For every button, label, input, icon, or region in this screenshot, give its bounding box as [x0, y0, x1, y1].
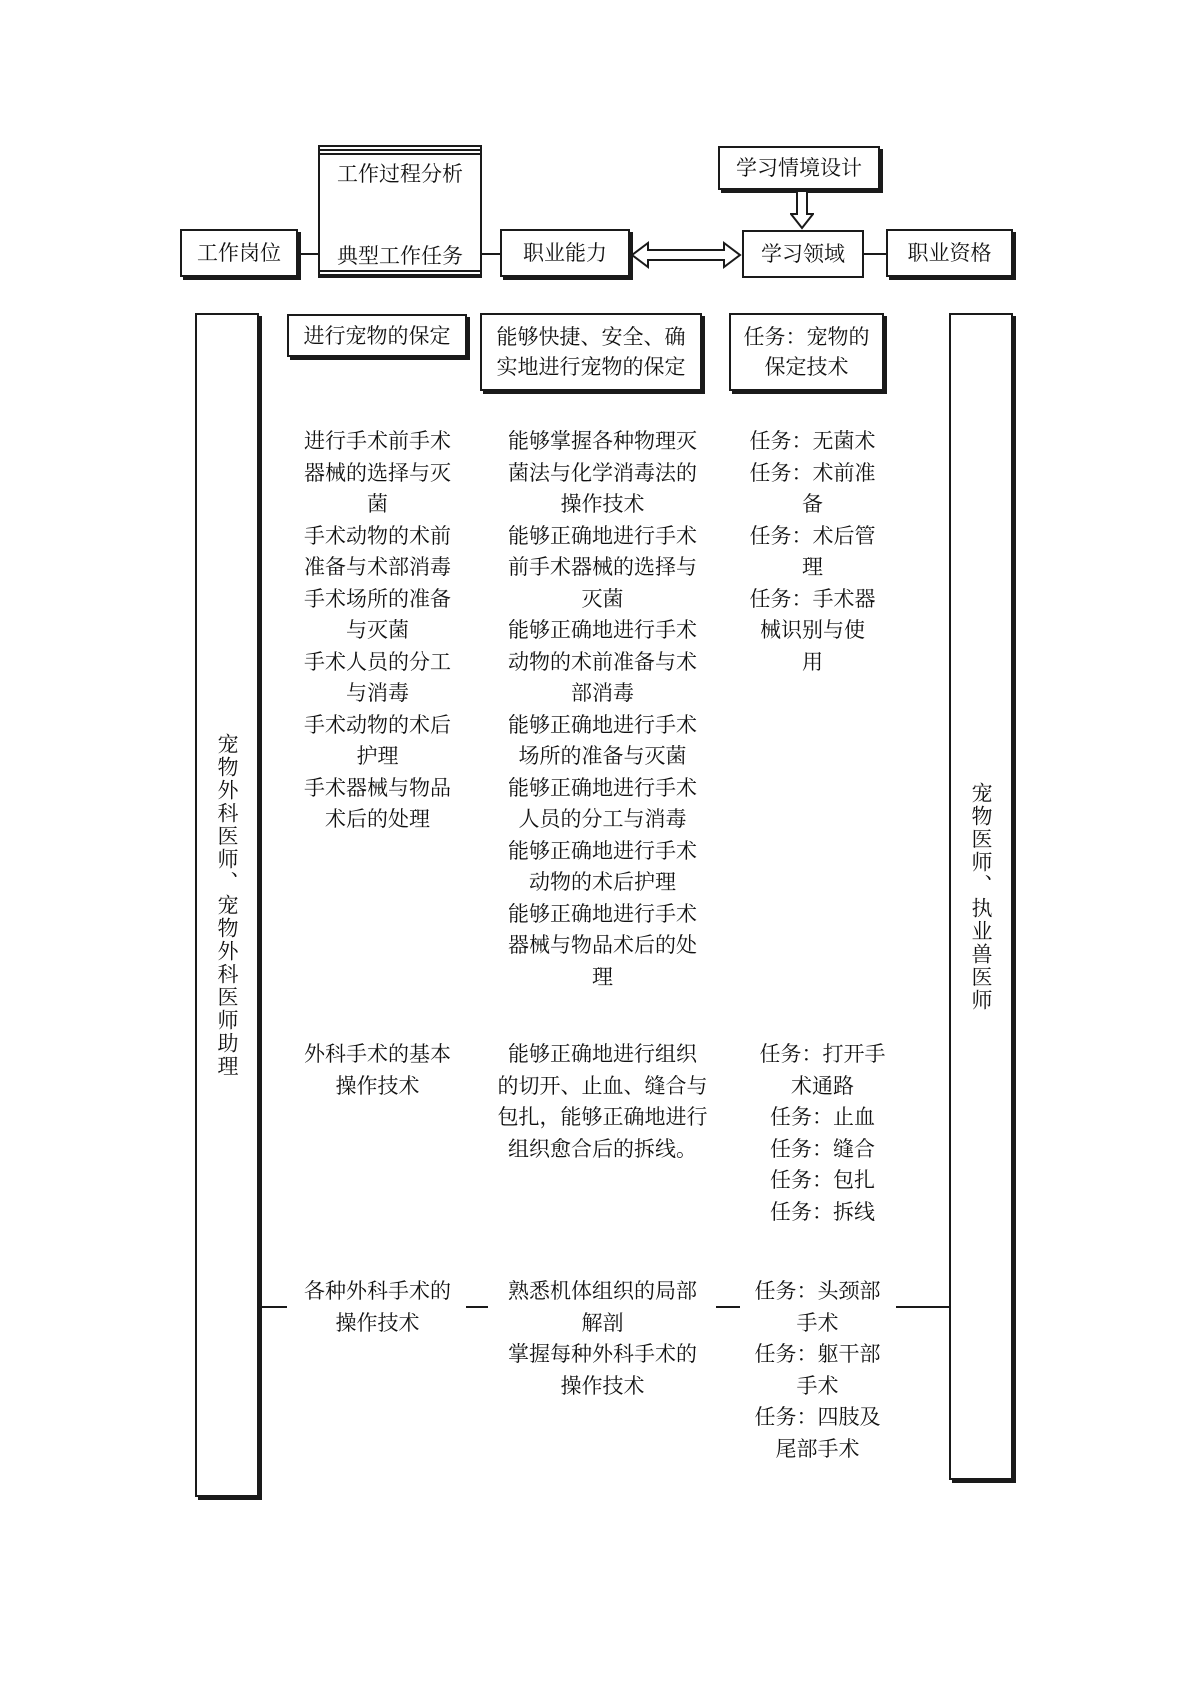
text-line: 菌 [367, 492, 388, 516]
text-line: 备 [802, 492, 823, 516]
row2-domain-column [740, 426, 885, 678]
row3-task-column [290, 1039, 465, 1102]
text-line: 术后的处理 [325, 807, 430, 831]
row4-connector-right [896, 1306, 949, 1308]
job-post-label: 工作岗位 [197, 241, 281, 265]
text-line: 任务：无菌术 [749, 429, 876, 453]
text-line: 任务：止血 [770, 1105, 875, 1129]
job-post-box [180, 229, 298, 277]
vocational-qualification-label: 职业资格 [907, 241, 992, 265]
text-line: 人员的分工与消毒 [518, 807, 687, 831]
text-line: 手术 [796, 1310, 839, 1335]
text-line: 与消毒 [346, 681, 409, 705]
text-line: 能够掌握各种物理灭 [508, 429, 697, 453]
text-line: 用 [802, 649, 823, 674]
text-line: 操作技术 [560, 1373, 645, 1398]
left-job-box [195, 313, 259, 1497]
text-line: 与灭菌 [346, 618, 409, 642]
text-line: 准备与术部消毒 [304, 555, 451, 579]
text-line: 部消毒 [571, 681, 634, 705]
text-line: 任务：缝合 [770, 1136, 875, 1161]
text-line: 能够正确地进行手术 [508, 775, 697, 800]
text-line: 任务：术前准 [749, 460, 876, 485]
text-line: 能够正确地进行手术 [508, 838, 697, 863]
text-line: 灭菌 [581, 586, 624, 611]
text-line: 手术动物的术后 [304, 712, 451, 737]
text-line: 组织愈合后的拆线。 [508, 1136, 697, 1161]
text-line: 术通路 [791, 1073, 854, 1098]
text-line: 的切开、止血、缝合与 [497, 1073, 708, 1098]
vocational-ability-box [500, 229, 630, 277]
text-line: 任务：躯干部 [754, 1342, 881, 1366]
text-line: 包扎，能够正确地进行 [497, 1105, 708, 1129]
connector-tasks-ability [482, 253, 500, 255]
text-line: 各种外科手术的 [304, 1279, 451, 1303]
double-rule-bottom [320, 270, 480, 276]
text-line: 尾部手术 [775, 1436, 860, 1461]
text-line: 手术人员的分工 [304, 649, 451, 674]
vocational-ability-label: 职业能力 [523, 241, 607, 265]
work-process-analysis-label: 工作过程分析 [337, 162, 463, 186]
learning-situation-label: 学习情境设计 [736, 156, 862, 180]
row2-ability-column [490, 426, 715, 993]
text-line: 菌法与化学消毒法的 [508, 460, 697, 485]
row4-ability-column [490, 1276, 715, 1402]
row1-domain-box [729, 313, 884, 391]
text-line: 器械与物品术后的处 [508, 933, 697, 957]
text-line: 掌握每种外科手术的 [508, 1342, 697, 1366]
row1-task-box [287, 314, 467, 357]
text-line: 手术器械与物品 [304, 775, 451, 800]
learning-domain-box [742, 230, 864, 278]
text-line: 手术动物的术前 [304, 523, 451, 548]
double-arrow-icon [630, 240, 742, 270]
text-line: 能够正确地进行手术 [508, 901, 697, 926]
text-line: 任务：手术器 [749, 586, 876, 611]
row3-domain-column [750, 1039, 895, 1228]
text-line: 任务：四肢及 [754, 1405, 881, 1429]
text-line: 械识别与使 [760, 618, 865, 642]
text-line: 操作技术 [335, 1310, 420, 1335]
text-line: 任务：头颈部 [754, 1279, 881, 1303]
row3-ability-column [485, 1039, 720, 1165]
row4-connector-left [261, 1306, 287, 1308]
work-process-box [318, 145, 482, 278]
text-line: 熟悉机体组织的局部 [508, 1279, 697, 1303]
row1-ability-line: 能够快捷、安全、确 [496, 325, 686, 349]
text-line: 手术场所的准备 [304, 586, 451, 611]
connector-jobpost-tasks [298, 253, 318, 255]
text-line: 器械的选择与灭 [304, 460, 451, 485]
text-line: 能够正确地进行组织 [508, 1042, 697, 1066]
left-job-text: 宠物外科医师、宠物外科医师助理 [215, 732, 239, 1078]
text-line: 能够正确地进行手术 [508, 712, 697, 737]
text-line: 护理 [356, 744, 399, 768]
typical-tasks-label: 典型工作任务 [337, 244, 463, 268]
text-line: 操作技术 [335, 1073, 420, 1098]
right-qualification-text: 宠物医师、执业兽医师 [969, 781, 993, 1012]
text-line: 解剖 [581, 1310, 624, 1335]
row1-task-text: 进行宠物的保定 [303, 323, 451, 348]
row4-connector-ability-domain [716, 1306, 740, 1308]
text-line: 能够正确地进行手术 [508, 523, 697, 548]
row2-task-column [290, 426, 465, 836]
row1-ability-box [480, 313, 702, 391]
text-line: 操作技术 [560, 492, 645, 516]
text-line: 能够正确地进行手术 [508, 618, 697, 642]
learning-situation-box [718, 146, 880, 190]
text-line: 手术 [796, 1373, 839, 1398]
row4-connector-task-ability [466, 1306, 488, 1308]
right-qualification-box [949, 313, 1013, 1480]
down-arrow-icon [790, 190, 814, 230]
text-line: 场所的准备与灭菌 [518, 744, 687, 768]
text-line: 任务：拆线 [770, 1199, 875, 1224]
row1-ability-line: 实地进行宠物的保定 [496, 355, 686, 379]
text-line: 动物的术后护理 [529, 870, 676, 894]
text-line: 理 [592, 964, 613, 989]
row4-task-column [290, 1276, 465, 1339]
text-line: 动物的术前准备与术 [508, 649, 697, 674]
row4-domain-column [745, 1276, 890, 1465]
connector-domain-qualification [864, 253, 886, 255]
vocational-qualification-box [886, 229, 1013, 277]
text-line: 前手术器械的选择与 [508, 555, 697, 579]
text-line: 任务：打开手 [759, 1042, 886, 1066]
learning-domain-label: 学习领域 [761, 242, 845, 266]
text-line: 外科手术的基本 [304, 1042, 451, 1066]
text-line: 理 [802, 555, 823, 579]
row1-domain-line: 保定技术 [764, 355, 849, 379]
text-line: 任务：术后管 [749, 523, 876, 548]
text-line: 进行手术前手术 [304, 429, 451, 453]
text-line: 任务：包扎 [770, 1168, 875, 1192]
double-rule-top [320, 149, 480, 155]
row1-domain-line: 任务：宠物的 [743, 325, 870, 349]
